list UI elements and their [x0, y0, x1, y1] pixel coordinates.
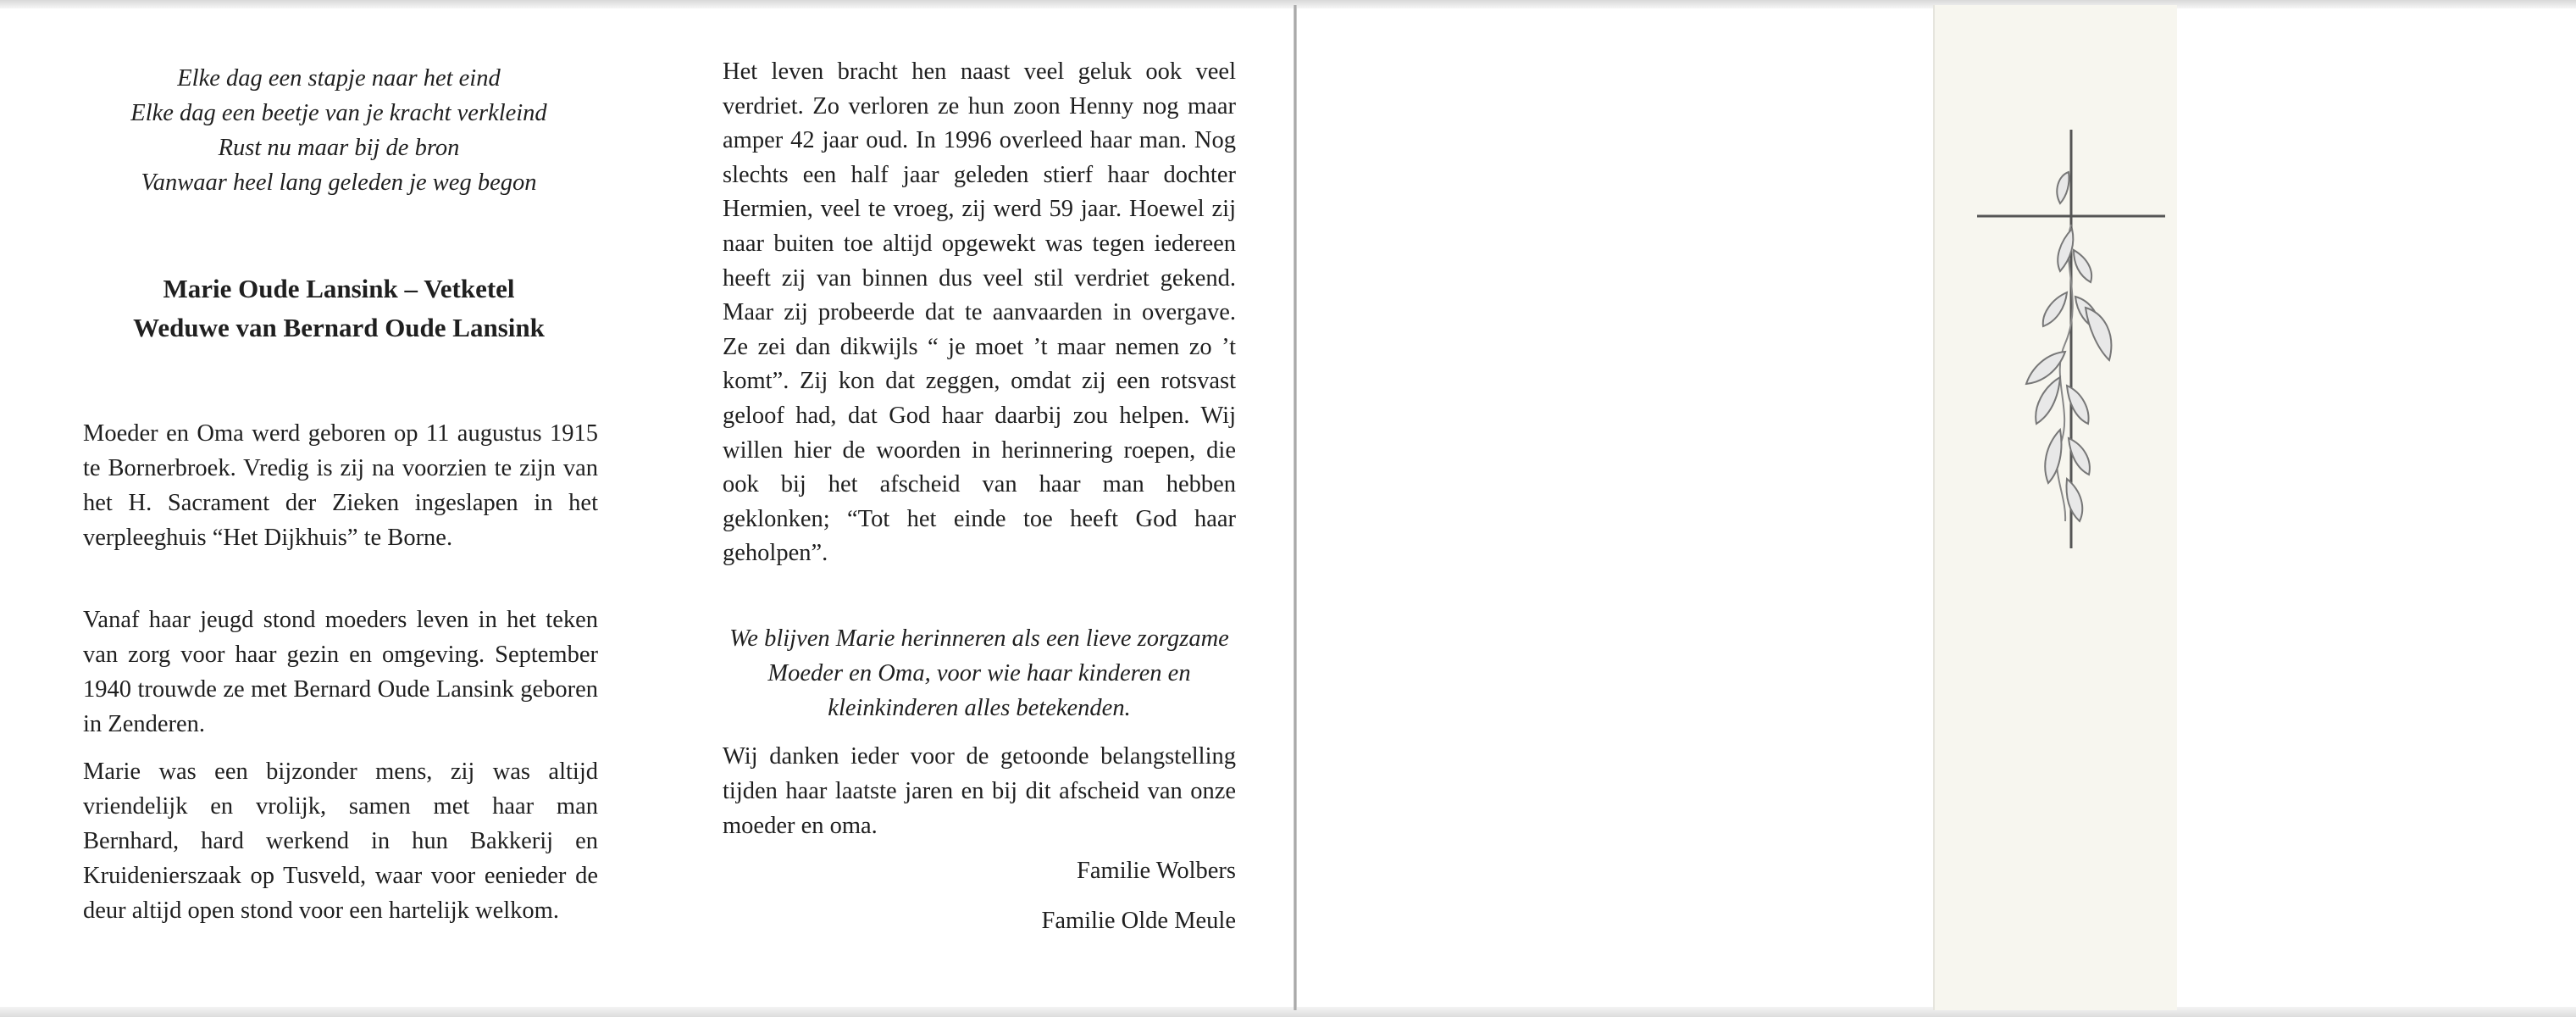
deceased-name: Marie Oude Lansink – Vetketel [163, 274, 515, 303]
paragraph-life: Het leven bracht hen naast veel geluk ook veel verdriet. Zo verloren ze hun zoon Henny nog maar amper 42 jaar oud. In 1996 overleed haar man. Nog slechts een half jaar geleden stierf haar dochter Hermien, veel te vroeg, zij werd 59 jaar. Hoewel zij naar buiten toe altijd opgewekt was tegen iedereen heeft zij van binnen dus veel stil verdriet gekend. Maar zij probeerde dat te aanvaarden in overgave. Ze zei dan dikwijls “ je moet ’t maar nemen zo ’t komt”. Zij kon dat zeggen, omdat zij een rotsvast geloof had, dat God haar daarbij zou helpen. Wij willen hier de woorden in herinnering roepen, die ook bij het afscheid van haar man hebben geklonken; “Tot het einde toe heeft God haar geholpen”. [723, 58, 1236, 567]
thanks-text: Wij danken ieder voor de getoonde belangstelling tijden haar laatste jaren en bij dit afscheid van onze moeder en oma. [723, 743, 1236, 839]
poem-line: Vanwaar heel lang geleden je weg begon [141, 170, 537, 196]
deceased-heading [68, 270, 610, 347]
remembrance-text: We blijven Marie herinneren als een lieve zorgzame Moeder en Oma, voor wie haar kinderen en kleinkinderen alles betekenden. [729, 625, 1229, 721]
card-fold-line [1294, 5, 1297, 1010]
card-bottom-edge [0, 1007, 2576, 1017]
paragraph-birth: Moeder en Oma werd geboren op 11 augustus 1915 te Bornerbroek. Vredig is zij na voorzien te zijn van het H. Sacrament der Zieken ingeslapen in het verpleeghuis “Het Dijkhuis” te Borne. [83, 420, 598, 551]
poem-line: Elke dag een stapje naar het eind [177, 65, 501, 92]
paragraph-youth: Vanaf haar jeugd stond moeders leven in het teken van zorg voor haar gezin en omgeving. September 1940 trouwde ze met Bernard Oude Lansink geboren in Zenderen. [83, 607, 598, 737]
signature-wolbers: Familie Wolbers [1077, 858, 1236, 884]
poem-line: Elke dag een beetje van je kracht verkleind [130, 100, 547, 126]
signature-olde-meule: Familie Olde Meule [1041, 908, 1236, 934]
poem [68, 61, 610, 200]
vine-leaves-icon [2026, 172, 2111, 521]
paragraph-character: Marie was een bijzonder mens, zij was altijd vriendelijk en vrolijk, samen met haar man Bernhard, hard werkend in hun Bakkerij en Kruidenierszaak op Tusveld, waar voor eenieder de deur altijd open stond voor een hartelijk welkom. [83, 759, 598, 924]
card-top-edge [0, 0, 2576, 8]
cross-with-vine-icon [1965, 123, 2169, 555]
poem-line: Rust nu maar bij de bron [218, 135, 460, 161]
widow-line: Weduwe van Bernard Oude Lansink [133, 313, 545, 342]
